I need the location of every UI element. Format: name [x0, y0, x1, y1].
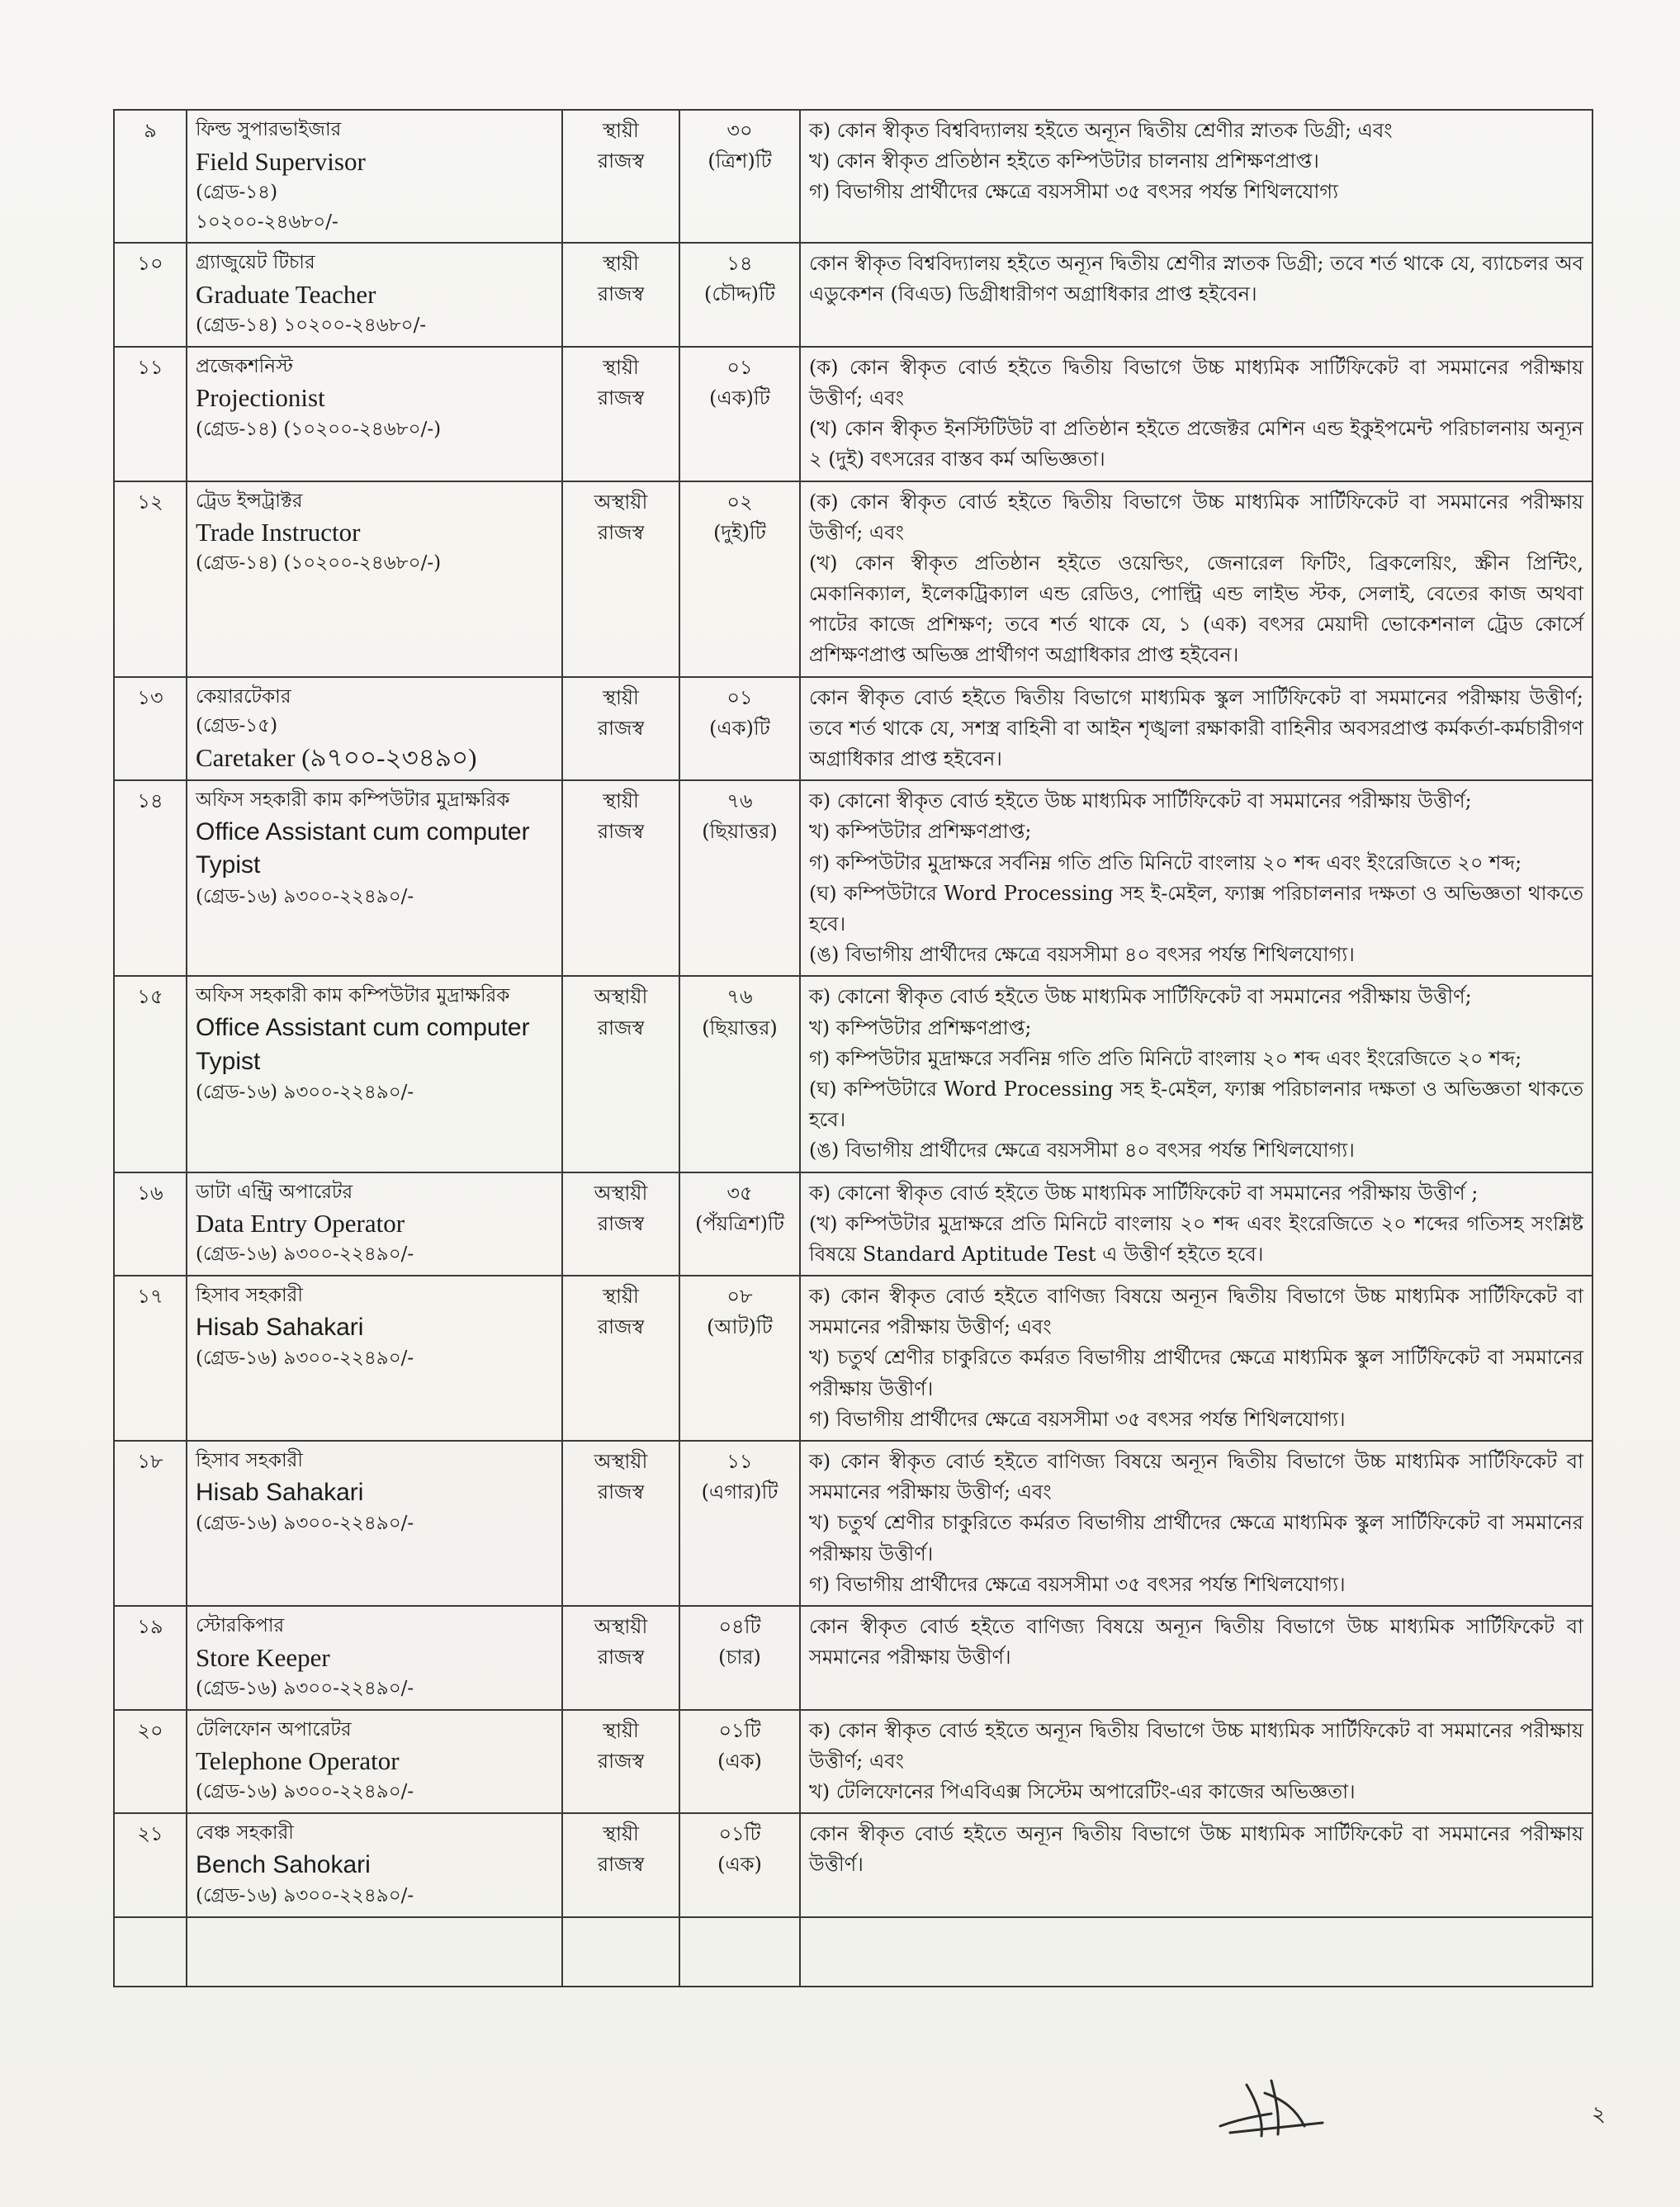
post-type-cell	[562, 347, 679, 481]
post-fund: রাজস্ব	[597, 1315, 645, 1339]
post-count-cell	[679, 1172, 800, 1276]
qualification-cell	[800, 1276, 1592, 1441]
qualification-line: ক) কোনো স্বীকৃত বোর্ড হইতে উচ্চ মাধ্যমিক সার্টিফিকেট বা সমমানের পরীক্ষায় উত্তীর্ণ ;	[809, 1181, 1479, 1205]
empty-cell	[114, 1917, 187, 1987]
grade: (গ্রেড-১৬) ৯৩০০-২২৪৯০/-	[196, 1347, 414, 1370]
qualification-cell	[800, 1813, 1592, 1917]
post-count-words: (দুই)টি	[713, 520, 766, 544]
post-fund: রাজস্ব	[597, 1211, 645, 1235]
qualification-line: (ক) কোন স্বীকৃত বোর্ড হইতে দ্বিতীয় বিভাগে উচ্চ মাধ্যমিক সার্টিফিকেট বা সমমানের পরীক্ষায় উত্তীর্ণ; এবং	[809, 355, 1583, 410]
grade: (গ্রেড-১৪) (১০২০০-২৪৬৮০/-)	[196, 418, 442, 440]
post-name-en: Office Assistant cum computer Typist	[196, 1014, 530, 1075]
grade: (গ্রেড-১৬) ৯৩০০-২২৪৯০/-	[196, 1885, 414, 1907]
post-count: ৩০	[726, 119, 753, 142]
grade: (গ্রেড-১৪) (১০২০০-২৪৬৮০/-)	[196, 552, 442, 575]
table-row	[114, 110, 1592, 243]
grade: (গ্রেড-১৬) ৯৩০০-২২৪৯০/-	[196, 1677, 414, 1699]
qualification-cell	[800, 1172, 1592, 1276]
post-name-bn: অফিস সহকারী কাম কম্পিউটার মুদ্রাক্ষরিক	[196, 985, 510, 1007]
post-count-cell	[679, 1276, 800, 1441]
post-count-cell	[679, 243, 800, 347]
post-cell	[187, 677, 562, 781]
qualification-line: কোন স্বীকৃত বোর্ড হইতে অন্যূন দ্বিতীয় বিভাগে উচ্চ মাধ্যমিক সার্টিফিকেট বা সমমানের পরীক্ষায় উত্তীর্ণ।	[809, 1822, 1583, 1877]
post-count-cell	[679, 976, 800, 1172]
grade: (গ্রেড-১৪) ১০২০০-২৪৬৮০/-	[196, 315, 427, 337]
post-name-bn: ডাটা এন্ট্রি অপারেটর	[196, 1181, 353, 1203]
qualification-line: গ) বিভাগীয় প্রার্থীদের ক্ষেত্রে বয়সসীমা ৩৫ বৎসর পর্যন্ত শিথিলযোগ্য।	[809, 1407, 1346, 1431]
post-name-en: Bench Sahokari	[196, 1850, 371, 1878]
qualification-cell	[800, 976, 1592, 1172]
table-row	[114, 243, 1592, 347]
post-name-en: Hisab Sahakari	[196, 1478, 364, 1506]
qualification-line: খ) টেলিফোনের পিএবিএক্স সিস্টেম অপারেটিং-এর কাজের অভিজ্ঞতা।	[809, 1779, 1356, 1803]
post-count-cell	[679, 110, 800, 243]
post-fund: রাজস্ব	[597, 820, 645, 844]
post-name-bn: প্রজেকশনিস্ট	[196, 355, 293, 377]
post-type-cell	[562, 1710, 679, 1814]
post-count-words: (ত্রিশ)টি	[707, 149, 772, 173]
qualification-line: (খ) কোন স্বীকৃত প্রতিষ্ঠান হইতে ওয়েল্ডিং, জেনারেল ফিটিং, ব্রিকলেয়িং, স্ক্রীন প্রিন্টিং, মেকানিক্যাল, ইলেকট্রিক্যাল এন্ড রেডিও, পোল্ট্রি এন্ড লাইভ স্টক, সেলাই, বেতের কাজ অথবা পাটের কাজে প্রশিক্ষণ; তবে শর্ত থাকে যে, ১ (এক) বৎসর মেয়াদী ভোকেশনাল ট্রেড কোর্সে প্রশিক্ষণপ্রাপ্ত অভিজ্ঞ প্রার্থীগণ অগ্রাধিকার প্রাপ্ত হইবেন।	[809, 551, 1583, 667]
post-fund: রাজস্ব	[597, 1853, 645, 1877]
table-row	[114, 1441, 1592, 1606]
serial-cell: ২০	[114, 1710, 187, 1814]
qualification-line: খ) কম্পিউটার প্রশিক্ষণপ্রাপ্ত;	[809, 1016, 1032, 1040]
post-count: ০১	[726, 685, 753, 709]
qualification-line: (ঘ) কম্পিউটারে Word Processing সহ ই-মেইল, ফ্যাক্স পরিচালনার দক্ষতা ও অভিজ্ঞতা থাকতে হবে।	[809, 881, 1583, 935]
post-cell	[187, 110, 562, 243]
qualification-cell	[800, 110, 1592, 243]
post-type-cell	[562, 481, 679, 677]
post-type: স্থায়ী	[603, 252, 639, 276]
post-fund: রাজস্ব	[597, 1646, 645, 1669]
qualification-line: ক) কোন স্বীকৃত বোর্ড হইতে অন্যূন দ্বিতীয় বিভাগে উচ্চ মাধ্যমিক সার্টিফিকেট বা সমমানের পরীক্ষায় উত্তীর্ণ; এবং	[809, 1718, 1583, 1773]
qualification-cell	[800, 1710, 1592, 1814]
post-name-bn: হিসাব সহকারী	[196, 1285, 303, 1307]
page-number: ২	[1592, 2102, 1606, 2127]
post-name-bn: ফিল্ড সুপারভাইজার	[196, 119, 342, 140]
post-fund: রাজস্ব	[597, 149, 645, 173]
serial-cell: ১২	[114, 481, 187, 677]
post-cell	[187, 1276, 562, 1441]
post-cell	[187, 347, 562, 481]
qualification-cell	[800, 481, 1592, 677]
post-count: ০৮	[726, 1285, 753, 1309]
qualification-line: কোন স্বীকৃত বিশ্ববিদ্যালয় হইতে অন্যূন দ্বিতীয় শ্রেণীর স্নাতক ডিগ্রী; তবে শর্ত থাকে যে, ব্যাচেলর অব এডুকেশন (বিএড) ডিগ্রীধারীগণ অগ্রাধিকার প্রাপ্ত হইবেন।	[809, 252, 1583, 306]
post-type: অস্থায়ী	[594, 985, 648, 1009]
post-type: স্থায়ী	[603, 1822, 639, 1846]
qualification-line: ক) কোন স্বীকৃত বোর্ড হইতে বাণিজ্য বিষয়ে অন্যূন দ্বিতীয় বিভাগে উচ্চ মাধ্যমিক সার্টিফিকেট বা সমমানের পরীক্ষায় উত্তীর্ণ; এবং	[809, 1450, 1583, 1504]
post-cell	[187, 1606, 562, 1710]
qualification-line: ক) কোনো স্বীকৃত বোর্ড হইতে উচ্চ মাধ্যমিক সার্টিফিকেট বা সমমানের পরীক্ষায় উত্তীর্ণ;	[809, 985, 1472, 1009]
serial-cell: ৯	[114, 110, 187, 243]
post-name-en: Store Keeper	[196, 1642, 330, 1672]
post-count-words: (এক)টি	[709, 386, 770, 410]
serial-cell: ১৮	[114, 1441, 187, 1606]
grade: (গ্রেড-১৬) ৯৩০০-২২৪৯০/-	[196, 1082, 414, 1104]
table-row	[114, 347, 1592, 481]
post-count-words: (চার)	[718, 1646, 761, 1669]
post-count-cell	[679, 677, 800, 781]
post-count: ৭৬	[726, 985, 753, 1009]
post-cell	[187, 1710, 562, 1814]
post-type: অস্থায়ী	[594, 1614, 648, 1638]
qualification-line: (খ) কোন স্বীকৃত ইনস্টিটিউট বা প্রতিষ্ঠান হইতে প্রজেক্টর মেশিন এন্ড ইকুইপমেন্ট পরিচালনায় অন্যূন ২ (দুই) বৎসরের বাস্তব কর্ম অভিজ্ঞতা।	[809, 417, 1583, 471]
post-count: ০২	[726, 490, 753, 514]
qualification-line: গ) বিভাগীয় প্রার্থীদের ক্ষেত্রে বয়সসীমা ৩৫ বৎসর পর্যন্ত শিথিলযোগ্য	[809, 180, 1339, 204]
post-count-words: (পঁয়ত্রিশ)টি	[695, 1211, 784, 1235]
serial-cell: ১৬	[114, 1172, 187, 1276]
post-count-cell	[679, 1710, 800, 1814]
empty-cell	[562, 1917, 679, 1987]
post-name-bn: কেয়ারটেকার	[196, 685, 291, 708]
post-count: ০৪টি	[718, 1614, 761, 1638]
post-count: ১৪	[726, 252, 753, 276]
recruitment-table	[113, 109, 1593, 1987]
serial-cell: ১৫	[114, 976, 187, 1172]
qualification-cell	[800, 677, 1592, 781]
post-cell	[187, 1441, 562, 1606]
post-count-cell	[679, 1606, 800, 1710]
signature-mark	[1214, 2068, 1329, 2143]
post-type: অস্থায়ী	[594, 1181, 648, 1205]
post-count-cell	[679, 1813, 800, 1917]
post-count: ০১টি	[718, 1718, 761, 1742]
post-count-words: (ছিয়াত্তর)	[702, 820, 778, 844]
qualification-cell	[800, 243, 1592, 347]
qualification-line: কোন স্বীকৃত বোর্ড হইতে দ্বিতীয় বিভাগে মাধ্যমিক স্কুল সার্টিফিকেট বা সমমানের পরীক্ষায় উত্তীর্ণ; তবে শর্ত থাকে যে, সশস্ত্র বাহিনী বা আইন শৃঙ্খলা রক্ষাকারী বাহিনীর অবসরপ্রাপ্ত কর্মকর্তা-কর্মচারীগণ অগ্রাধিকার প্রাপ্ত হইবেন।	[809, 685, 1583, 771]
post-name-en: Projectionist	[196, 383, 325, 413]
grade: (গ্রেড-১৬) ৯৩০০-২২৪৯০/-	[196, 1781, 414, 1803]
post-type-cell	[562, 677, 679, 781]
table-row	[114, 1172, 1592, 1276]
post-fund: রাজস্ব	[597, 520, 645, 544]
serial-cell: ১০	[114, 243, 187, 347]
table-row	[114, 976, 1592, 1172]
post-name-en: Field Supervisor	[196, 146, 366, 176]
post-type: স্থায়ী	[603, 355, 639, 379]
post-count-words: (এক)	[717, 1749, 762, 1773]
post-count: ০১	[726, 355, 753, 379]
post-name-bn: অফিস সহকারী কাম কম্পিউটার মুদ্রাক্ষরিক	[196, 789, 510, 812]
post-count-words: (এক)	[717, 1853, 762, 1877]
post-type: স্থায়ী	[603, 685, 639, 709]
post-count: ১১	[726, 1450, 753, 1474]
post-type: অস্থায়ী	[594, 1450, 648, 1474]
serial-cell: ১৯	[114, 1606, 187, 1710]
post-count-cell	[679, 780, 800, 976]
grade: (গ্রেড-১৫)	[196, 715, 278, 737]
qualification-cell	[800, 780, 1592, 976]
post-cell	[187, 976, 562, 1172]
qualification-line: গ) বিভাগীয় প্রার্থীদের ক্ষেত্রে বয়সসীমা ৩৫ বৎসর পর্যন্ত শিথিলযোগ্য।	[809, 1572, 1346, 1596]
table-row-empty	[114, 1917, 1592, 1987]
post-cell	[187, 780, 562, 976]
post-fund: রাজস্ব	[597, 386, 645, 410]
post-cell	[187, 1813, 562, 1917]
post-count-words: (চৌদ্দ)টি	[704, 282, 775, 306]
qualification-line: খ) কম্পিউটার প্রশিক্ষণপ্রাপ্ত;	[809, 820, 1032, 844]
qualification-line: ক) কোন স্বীকৃত বোর্ড হইতে বাণিজ্য বিষয়ে অন্যূন দ্বিতীয় বিভাগে উচ্চ মাধ্যমিক সার্টিফিকেট বা সমমানের পরীক্ষায় উত্তীর্ণ; এবং	[809, 1285, 1583, 1339]
post-name-bn: বেঞ্চ সহকারী	[196, 1822, 294, 1845]
post-fund: রাজস্ব	[597, 1749, 645, 1773]
qualification-line: খ) চতুর্থ শ্রেণীর চাকুরিতে কর্মরত বিভাগীয় প্রার্থীদের ক্ষেত্রে মাধ্যমিক স্কুল সার্টিফিকেট বা সমমানের পরীক্ষায় উত্তীর্ণ।	[809, 1511, 1583, 1565]
post-count: ৭৬	[726, 789, 753, 813]
table-row	[114, 1606, 1592, 1710]
qualification-line: (ঙ) বিভাগীয় প্রার্থীদের ক্ষেত্রে বয়সসীমা ৪০ বৎসর পর্যন্ত শিথিলযোগ্য।	[809, 943, 1355, 967]
post-name-en: Hisab Sahakari	[196, 1313, 364, 1341]
qualification-cell	[800, 1441, 1592, 1606]
serial-cell: ১৭	[114, 1276, 187, 1441]
empty-cell	[800, 1917, 1592, 1987]
post-name-en: Caretaker (৯৭০০-২৩৪৯০)	[196, 742, 477, 772]
table-row	[114, 1276, 1592, 1441]
post-type-cell	[562, 1172, 679, 1276]
qualification-line: খ) কোন স্বীকৃত প্রতিষ্ঠান হইতে কম্পিউটার চালনায় প্রশিক্ষণপ্রাপ্ত।	[809, 149, 1319, 173]
table-row	[114, 1710, 1592, 1814]
post-type-cell	[562, 110, 679, 243]
post-type: স্থায়ী	[603, 789, 639, 813]
qualification-line: ক) কোনো স্বীকৃত বোর্ড হইতে উচ্চ মাধ্যমিক সার্টিফিকেট বা সমমানের পরীক্ষায় উত্তীর্ণ;	[809, 789, 1472, 813]
post-count-words: (আট)টি	[707, 1315, 773, 1339]
post-type-cell	[562, 1813, 679, 1917]
qualification-line: (ঙ) বিভাগীয় প্রার্থীদের ক্ষেত্রে বয়সসীমা ৪০ বৎসর পর্যন্ত শিথিলযোগ্য।	[809, 1139, 1355, 1163]
post-name-en: Office Assistant cum computer Typist	[196, 817, 530, 879]
post-fund: রাজস্ব	[597, 716, 645, 740]
grade: (গ্রেড-১৪)	[196, 181, 278, 203]
post-cell	[187, 243, 562, 347]
post-name-bn: গ্র্যাজুয়েট টিচার	[196, 252, 315, 274]
post-fund: রাজস্ব	[597, 282, 645, 306]
post-name-bn: টেলিফোন অপারেটর	[196, 1718, 352, 1740]
qualification-line: (ক) কোন স্বীকৃত বোর্ড হইতে দ্বিতীয় বিভাগে উচ্চ মাধ্যমিক সার্টিফিকেট বা সমমানের পরীক্ষায় উত্তীর্ণ; এবং	[809, 490, 1583, 544]
table-row	[114, 780, 1592, 976]
pay-scale: ১০২০০-২৪৬৮০/-	[196, 211, 338, 233]
post-type-cell	[562, 1606, 679, 1710]
post-type-cell	[562, 976, 679, 1172]
post-name-en: Trade Instructor	[196, 518, 361, 547]
serial-cell: ২১	[114, 1813, 187, 1917]
post-type: স্থায়ী	[603, 1285, 639, 1309]
qualification-line: গ) কম্পিউটার মুদ্রাক্ষরে সর্বনিম্ন গতি প্রতি মিনিটে বাংলায় ২০ শব্দ এবং ইংরেজিতে ২০ শব্দ;	[809, 1046, 1522, 1070]
post-name-en: Data Entry Operator	[196, 1209, 405, 1238]
post-count-cell	[679, 1441, 800, 1606]
post-name-bn: ট্রেড ইন্সট্রাক্টর	[196, 490, 303, 512]
qualification-cell	[800, 347, 1592, 481]
post-name-en: Telephone Operator	[196, 1746, 400, 1776]
post-type-cell	[562, 1276, 679, 1441]
qualification-cell	[800, 1606, 1592, 1710]
table-row	[114, 481, 1592, 677]
serial-cell: ১৪	[114, 780, 187, 976]
grade: (গ্রেড-১৬) ৯৩০০-২২৪৯০/-	[196, 1513, 414, 1535]
qualification-line: (খ) কম্পিউটার মুদ্রাক্ষরে প্রতি মিনিটে বাংলায় ২০ শব্দ এবং ইংরেজিতে ২০ শব্দের গতিসহ সংশ্লিষ্ট বিষয়ে Standard Aptitude Test এ উত্তীর্ণ হইতে হবে।	[809, 1211, 1583, 1266]
post-name-bn: হিসাব সহকারী	[196, 1450, 303, 1472]
qualification-line: (ঘ) কম্পিউটারে Word Processing সহ ই-মেইল, ফ্যাক্স পরিচালনার দক্ষতা ও অভিজ্ঞতা থাকতে হবে।	[809, 1077, 1583, 1132]
empty-cell	[679, 1917, 800, 1987]
post-count: ০১টি	[718, 1822, 761, 1846]
post-count-cell	[679, 481, 800, 677]
empty-cell	[187, 1917, 562, 1987]
post-fund: রাজস্ব	[597, 1016, 645, 1040]
post-type-cell	[562, 780, 679, 976]
grade: (গ্রেড-১৬) ৯৩০০-২২৪৯০/-	[196, 1243, 414, 1266]
qualification-line: গ) কম্পিউটার মুদ্রাক্ষরে সর্বনিম্ন গতি প্রতি মিনিটে বাংলায় ২০ শব্দ এবং ইংরেজিতে ২০ শব্দ;	[809, 850, 1522, 874]
post-count-words: (এক)টি	[709, 716, 770, 740]
post-count-words: (ছিয়াত্তর)	[702, 1016, 778, 1040]
post-count-cell	[679, 347, 800, 481]
post-name-en: Graduate Teacher	[196, 279, 376, 309]
post-cell	[187, 481, 562, 677]
qualification-line: কোন স্বীকৃত বোর্ড হইতে বাণিজ্য বিষয়ে অন্যূন দ্বিতীয় বিভাগে উচ্চ মাধ্যমিক সার্টিফিকেট বা সমমানের পরীক্ষায় উত্তীর্ণ।	[809, 1614, 1583, 1669]
post-count: ৩৫	[726, 1181, 753, 1205]
post-count-words: (এগার)টি	[701, 1480, 778, 1504]
post-cell	[187, 1172, 562, 1276]
qualification-line: খ) চতুর্থ শ্রেণীর চাকুরিতে কর্মরত বিভাগীয় প্রার্থীদের ক্ষেত্রে মাধ্যমিক স্কুল সার্টিফিকেট বা সমমানের পরীক্ষায় উত্তীর্ণ।	[809, 1346, 1583, 1400]
post-type-cell	[562, 243, 679, 347]
post-type: স্থায়ী	[603, 1718, 639, 1742]
serial-cell: ১১	[114, 347, 187, 481]
post-type-cell	[562, 1441, 679, 1606]
table-row	[114, 677, 1592, 781]
post-fund: রাজস্ব	[597, 1480, 645, 1504]
qualification-line: ক) কোন স্বীকৃত বিশ্ববিদ্যালয় হইতে অন্যূন দ্বিতীয় শ্রেণীর স্নাতক ডিগ্রী; এবং	[809, 119, 1393, 142]
post-type: স্থায়ী	[603, 119, 639, 142]
grade: (গ্রেড-১৬) ৯৩০০-২২৪৯০/-	[196, 885, 414, 907]
table-row	[114, 1813, 1592, 1917]
post-name-bn: স্টোরকিপার	[196, 1614, 285, 1636]
serial-cell: ১৩	[114, 677, 187, 781]
post-type: অস্থায়ী	[594, 490, 648, 514]
